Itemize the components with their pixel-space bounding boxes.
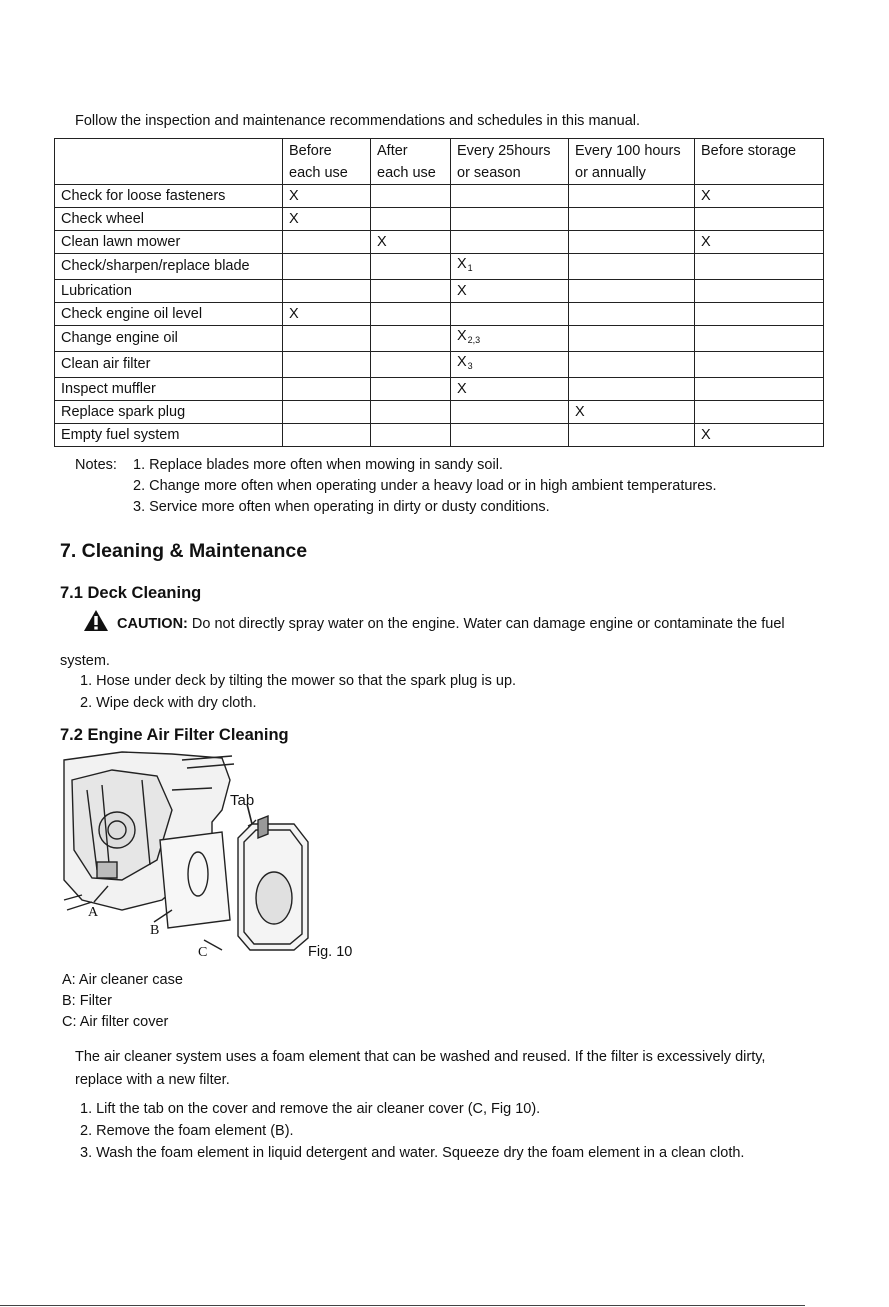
table-row [55, 326, 824, 352]
schedule-mark: X [701, 426, 711, 443]
schedule-cell [283, 254, 371, 280]
schedule-cell [569, 280, 695, 303]
schedule-cell [569, 401, 695, 424]
figure-label-a: A [88, 905, 99, 920]
filter-step: 3. Wash the foam element in liquid detergent and water. Squeeze dry the foam element in a clean cloth. [80, 1145, 745, 1161]
schedule-cell [695, 208, 824, 231]
table-row [55, 352, 824, 378]
schedule-mark: X [289, 187, 299, 204]
table-row [55, 280, 824, 303]
schedule-cell [283, 352, 371, 378]
task-cell: Replace spark plug [55, 401, 283, 424]
schedule-cell [371, 326, 451, 352]
task-cell: Change engine oil [55, 326, 283, 352]
schedule-cell [695, 401, 824, 424]
task-cell: Check wheel [55, 208, 283, 231]
table-header-cell [55, 139, 283, 185]
legend-item: C: Air filter cover [62, 1014, 169, 1030]
table-row [55, 208, 824, 231]
deck-step: 1. Hose under deck by tilting the mower so that the spark plug is up. [80, 673, 517, 689]
schedule-cell [451, 303, 569, 326]
table-row [55, 303, 824, 326]
deck-cleaning-heading: 7.1 Deck Cleaning [60, 584, 202, 602]
air-filter-paragraph-line1: The air cleaner system uses a foam element that can be washed and reused. If the filter is excessively dirty, [75, 1049, 766, 1065]
header-line: Before [289, 143, 332, 159]
note-item: 1. Replace blades more often when mowing in sandy soil. [133, 457, 503, 473]
schedule-mark: X [457, 354, 467, 370]
table-row [55, 378, 824, 401]
header-line: or annually [575, 165, 646, 181]
schedule-cell [569, 424, 695, 447]
schedule-cell [695, 254, 824, 280]
schedule-cell [283, 326, 371, 352]
table-header-cell [569, 139, 695, 185]
header-line: Every 100 hours [575, 143, 681, 159]
schedule-cell [371, 424, 451, 447]
warning-icon [83, 609, 109, 632]
figure-label-b: B [150, 923, 160, 938]
schedule-cell [451, 254, 569, 280]
engine-air-filter-illustration [62, 750, 372, 962]
schedule-cell [451, 401, 569, 424]
schedule-cell [569, 231, 695, 254]
schedule-cell [695, 185, 824, 208]
schedule-cell [283, 231, 371, 254]
schedule-cell [569, 254, 695, 280]
schedule-mark: X [575, 403, 585, 420]
schedule-cell [371, 231, 451, 254]
filter-step: 1. Lift the tab on the cover and remove the air cleaner cover (C, Fig 10). [80, 1101, 541, 1117]
schedule-cell [371, 185, 451, 208]
footnote-subscript: 2,3 [467, 335, 481, 345]
task-cell: Inspect muffler [55, 378, 283, 401]
table-header-cell [451, 139, 569, 185]
schedule-cell [451, 185, 569, 208]
schedule-cell [569, 378, 695, 401]
schedule-cell [283, 208, 371, 231]
section-title: 7. Cleaning & Maintenance [60, 540, 308, 562]
intro-text: Follow the inspection and maintenance recommendations and schedules in this manual. [75, 113, 641, 129]
figure-caption: Fig. 10 [308, 944, 353, 960]
schedule-cell [451, 280, 569, 303]
footnote-subscript: 1 [467, 263, 473, 273]
notes-label: Notes: [75, 457, 117, 473]
schedule-cell [371, 401, 451, 424]
maintenance-schedule-table [54, 138, 824, 447]
schedule-cell [695, 326, 824, 352]
schedule-cell [283, 424, 371, 447]
legend-item: B: Filter [62, 993, 112, 1009]
schedule-cell [569, 326, 695, 352]
table-header-row [55, 139, 824, 185]
air-filter-paragraph-line2: replace with a new filter. [75, 1072, 230, 1088]
schedule-cell [371, 378, 451, 401]
table-row [55, 185, 824, 208]
schedule-cell [371, 352, 451, 378]
schedule-cell [451, 378, 569, 401]
header-line: Every 25hours [457, 143, 551, 159]
schedule-cell [695, 280, 824, 303]
task-cell: Clean lawn mower [55, 231, 283, 254]
schedule-mark: X [377, 233, 387, 250]
footnote-subscript: 3 [467, 361, 473, 371]
table-header-cell [695, 139, 824, 185]
schedule-cell [371, 254, 451, 280]
schedule-cell [283, 401, 371, 424]
schedule-cell [569, 352, 695, 378]
page-bottom-rule [0, 1305, 805, 1306]
legend-item: A: Air cleaner case [62, 972, 183, 988]
schedule-cell [283, 185, 371, 208]
schedule-cell [569, 185, 695, 208]
task-cell: Check engine oil level [55, 303, 283, 326]
note-item: 3. Service more often when operating in dirty or dusty conditions. [133, 499, 550, 515]
table-header-cell [283, 139, 371, 185]
schedule-cell [695, 231, 824, 254]
table-row [55, 424, 824, 447]
schedule-mark: X [457, 282, 467, 299]
air-filter-heading: 7.2 Engine Air Filter Cleaning [60, 726, 289, 744]
task-cell: Check/sharpen/replace blade [55, 254, 283, 280]
schedule-mark: X [289, 210, 299, 227]
caution-text: Do not directly spray water on the engine. Water can damage engine or contaminate the fuel [187, 616, 785, 632]
header-line: or season [457, 165, 521, 181]
schedule-cell [695, 378, 824, 401]
header-line: Before storage [701, 143, 797, 159]
deck-step: 2. Wipe deck with dry cloth. [80, 695, 257, 711]
figure-label-c: C [198, 945, 208, 960]
schedule-cell [371, 280, 451, 303]
schedule-cell [283, 303, 371, 326]
task-cell: Empty fuel system [55, 424, 283, 447]
schedule-cell [283, 280, 371, 303]
schedule-cell [695, 303, 824, 326]
caution-line [83, 616, 785, 632]
air-filter-figure [62, 750, 372, 962]
schedule-cell [451, 424, 569, 447]
schedule-mark: X [701, 187, 711, 204]
header-line: After [377, 143, 408, 159]
table-row [55, 401, 824, 424]
table-row [55, 254, 824, 280]
caution-label: CAUTION: [117, 616, 188, 632]
schedule-cell [451, 326, 569, 352]
schedule-mark: X [289, 305, 299, 322]
schedule-cell [569, 303, 695, 326]
note-item: 2. Change more often when operating under a heavy load or in high ambient temperatures. [133, 478, 717, 494]
task-cell: Clean air filter [55, 352, 283, 378]
table-header-cell [371, 139, 451, 185]
schedule-mark: X [457, 328, 467, 344]
schedule-mark: X [457, 380, 467, 397]
table-row [55, 231, 824, 254]
schedule-cell [371, 303, 451, 326]
schedule-mark: X [701, 233, 711, 250]
schedule-cell [695, 424, 824, 447]
task-cell: Check for loose fasteners [55, 185, 283, 208]
filter-step: 2. Remove the foam element (B). [80, 1123, 294, 1139]
schedule-mark: X [457, 256, 467, 272]
schedule-cell [451, 352, 569, 378]
schedule-cell [695, 352, 824, 378]
schedule-cell [451, 208, 569, 231]
schedule-cell [451, 231, 569, 254]
header-line: each use [377, 165, 436, 181]
task-cell: Lubrication [55, 280, 283, 303]
schedule-cell [371, 208, 451, 231]
schedule-cell [283, 378, 371, 401]
figure-label-tab: Tab [230, 792, 255, 809]
schedule-cell [569, 208, 695, 231]
caution-continuation: system. [60, 653, 110, 669]
header-line: each use [289, 165, 348, 181]
